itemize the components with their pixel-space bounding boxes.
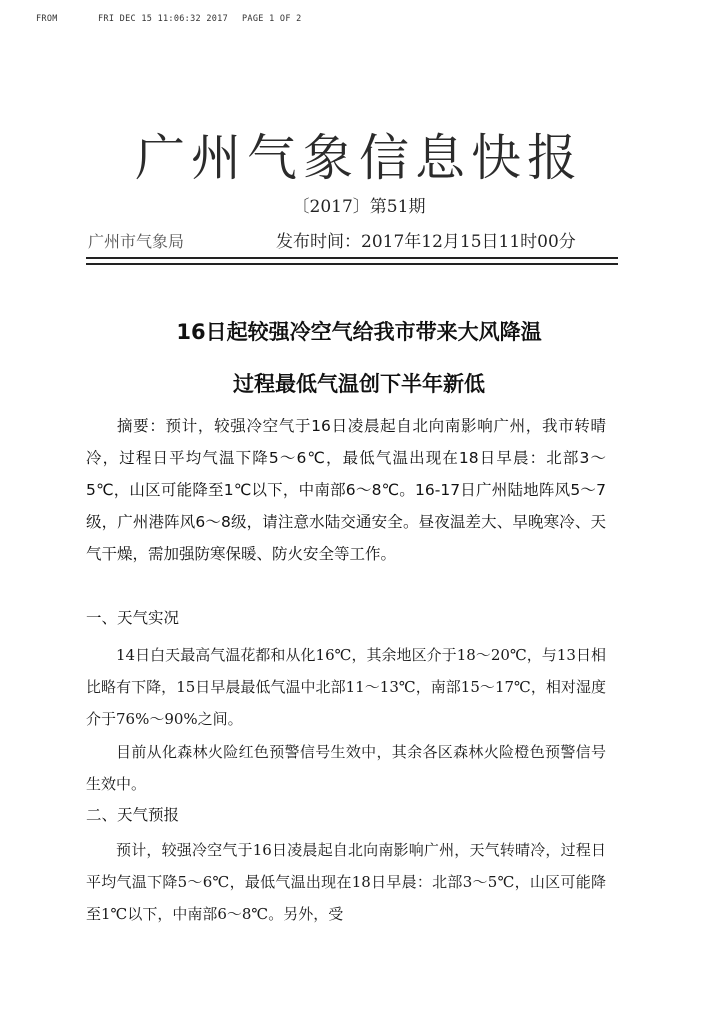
- agency-name: 广州市气象局: [88, 232, 185, 251]
- headline-line-2: 过程最低气温创下半年新低: [233, 372, 485, 396]
- section-heading-forecast: 二、天气预报: [86, 806, 180, 824]
- issue-number: 〔2017〕第51期: [292, 197, 426, 217]
- section-heading-observations: 一、天气实况: [86, 609, 180, 627]
- fax-page: PAGE 1 OF 2: [242, 14, 302, 24]
- masthead-title: 广州气象信息快报: [135, 129, 583, 187]
- summary-paragraph: 摘要：预计，较强冷空气于16日凌晨起自北向南影响广州，我市转晴冷，过程日平均气温下降5～6℃，最低气温出现在18日早晨：北部3～5℃，山区可能降至1℃以下，中南部6～8℃。16-17日广州陆地阵风5～7级，广州港阵风6～8级，请注意水陆交通安全。昼夜温差大、早晚寒冷、天气干燥，需加强防寒保暖、防火安全等工作。: [86, 417, 606, 563]
- observation-paragraph-1: 14日白天最高气温花都和从化16℃，其余地区介于18～20℃，与13日相比略有下降，15日早晨最低气温中北部11～13℃，南部15～17℃，相对湿度介于76%～90%之间。: [86, 646, 606, 728]
- fax-from: FROM: [36, 14, 58, 24]
- observation-paragraph-2: 目前从化森林火险红色预警信号生效中，其余各区森林火险橙色预警信号生效中。: [86, 743, 606, 793]
- release-time: 发布时间：2017年12月15日11时00分: [276, 232, 576, 252]
- fax-datetime: FRI DEC 15 11:06:32 2017: [98, 14, 229, 24]
- header-rule-top: [86, 257, 618, 259]
- forecast-paragraph-1: 预计，较强冷空气于16日凌晨起自北向南影响广州，天气转晴冷，过程日平均气温下降5～6℃，最低气温出现在18日早晨：北部3～5℃，山区可能降至1℃以下，中南部6～8℃。另外，受: [86, 841, 606, 923]
- headline-line-1: 16日起较强冷空气给我市带来大风降温: [176, 320, 542, 344]
- header-rule-bottom: [86, 263, 618, 265]
- fax-header: [36, 14, 302, 24]
